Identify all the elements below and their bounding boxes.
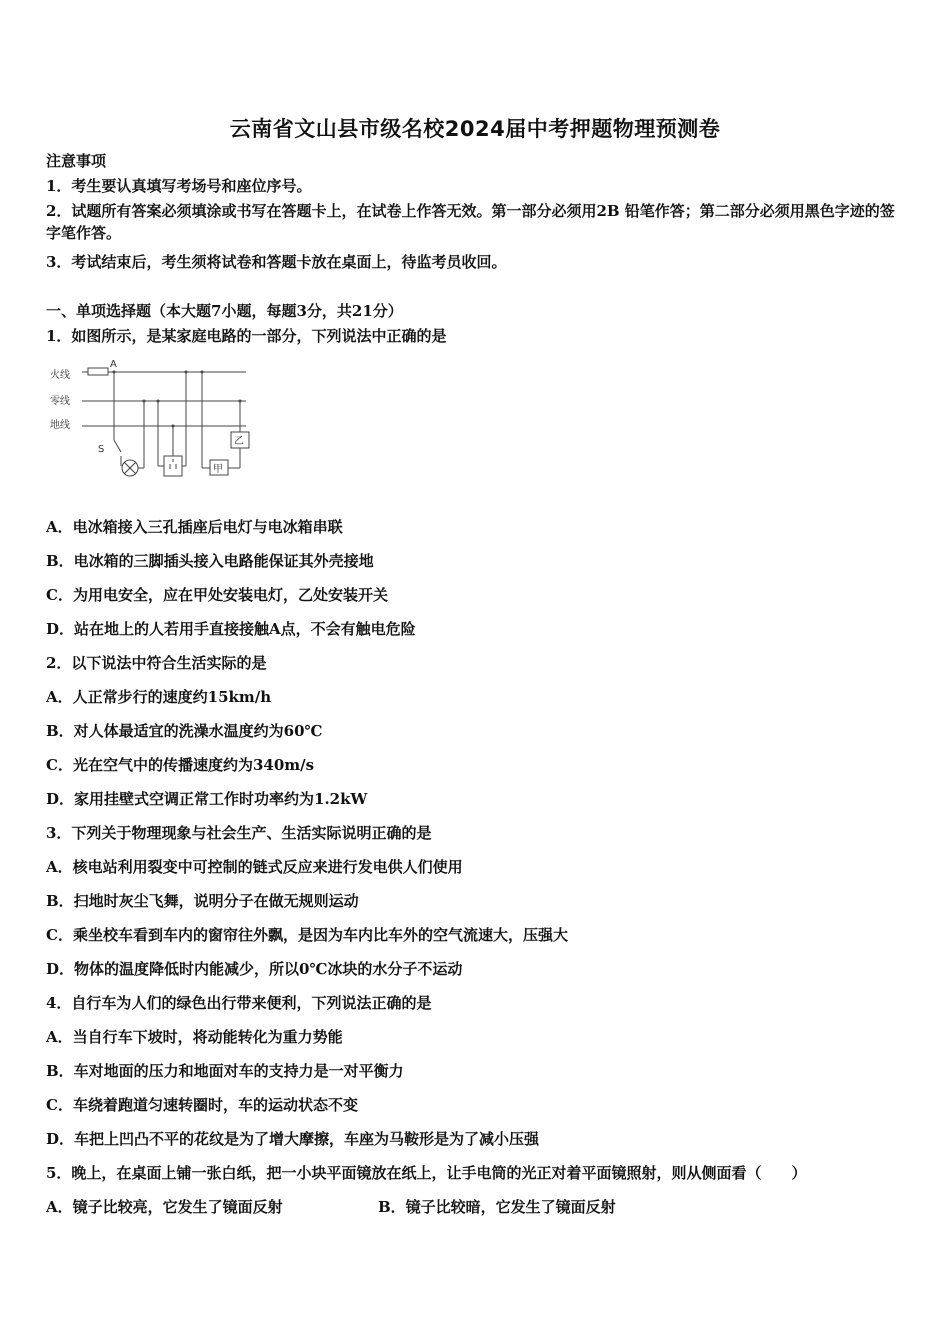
q4-option-c: C．车绕着跑道匀速转圈时，车的运动状态不变: [46, 1096, 358, 1114]
q1-option-a: A．电冰箱接入三孔插座后电灯与电冰箱串联: [46, 518, 343, 536]
q3-option-d: D．物体的温度降低时内能减少，所以0℃冰块的水分子不运动: [46, 960, 463, 978]
q3-option-a: A．核电站利用裂变中可控制的链式反应来进行发电供人们使用: [46, 858, 463, 876]
q5-option-b: B．镜子比较暗，它发生了镜面反射: [378, 1198, 616, 1216]
yi-label: 乙: [234, 436, 244, 447]
switch-icon: [114, 440, 121, 452]
ground-wire-label: 地线: [50, 420, 70, 431]
q2-option-d: D．家用挂壁式空调正常工作时功率约为1.2kW: [46, 790, 368, 808]
page-title: 云南省文山县市级名校2024届中考押题物理预测卷: [229, 117, 721, 141]
notice-item-1: 1．考生要认真填写考场号和座位序号。: [46, 177, 312, 195]
question-2-stem: 2．以下说法中符合生活实际的是: [46, 654, 267, 672]
question-3-stem: 3．下列关于物理现象与社会生产、生活实际说明正确的是: [46, 824, 432, 842]
q1-option-c: C．为用电安全，应在甲处安装电灯，乙处安装开关: [46, 586, 388, 604]
q3-option-c: C．乘坐校车看到车内的窗帘往外飘，是因为车内比车外的空气流速大，压强大: [46, 926, 568, 944]
section-heading: 一、单项选择题（本大题7小题，每题3分，共21分）: [46, 302, 403, 320]
notice-item-2: 2．试题所有答案必须填涂或书写在答题卡上，在试卷上作答无效。第一部分必须用2B 铅笔作答；第二部分必须用黑色字迹的签字笔作答。: [46, 202, 895, 242]
neutral-wire-label: 零线: [50, 396, 70, 407]
q4-option-b: B．车对地面的压力和地面对车的支持力是一对平衡力: [46, 1062, 404, 1080]
q4-option-a: A．当自行车下坡时，将动能转化为重力势能: [46, 1028, 343, 1046]
question-1-stem: 1．如图所示，是某家庭电路的一部分，下列说法中正确的是: [46, 327, 447, 345]
q2-option-b: B．对人体最适宜的洗澡水温度约为60℃: [46, 722, 323, 740]
live-wire-label: 火线: [50, 370, 70, 381]
jia-label: 甲: [213, 464, 223, 475]
q4-option-d: D．车把上凹凸不平的花纹是为了增大摩擦，车座为马鞍形是为了减小压强: [46, 1130, 540, 1148]
q3-option-b: B．扫地时灰尘飞舞，说明分子在做无规则运动: [46, 892, 359, 910]
point-a-label: A: [110, 359, 117, 370]
q1-option-b: B．电冰箱的三脚插头接入电路能保证其外壳接地: [46, 552, 374, 570]
question-5-stem: 5．晚上，在桌面上铺一张白纸，把一小块平面镜放在纸上，让手电筒的光正对着平面镜照射，则从侧面看（ ）: [46, 1164, 807, 1182]
notice-heading: 注意事项: [46, 152, 107, 170]
fuse-icon: [88, 368, 108, 375]
question-4-stem: 4．自行车为人们的绿色出行带来便利，下列说法正确的是: [46, 994, 432, 1012]
q2-option-a: A．人正常步行的速度约15km/h: [46, 688, 272, 706]
q2-option-c: C．光在空气中的传播速度约为340m/s: [46, 756, 315, 774]
q1-option-d: D．站在地上的人若用手直接接触A点，不会有触电危险: [46, 620, 416, 638]
circuit-diagram: [46, 356, 256, 486]
notice-item-3: 3．考试结束后，考生须将试卷和答题卡放在桌面上，待监考员收回。: [46, 253, 507, 271]
switch-label: S: [98, 444, 105, 455]
q5-option-a: A．镜子比较亮，它发生了镜面反射: [46, 1198, 283, 1216]
